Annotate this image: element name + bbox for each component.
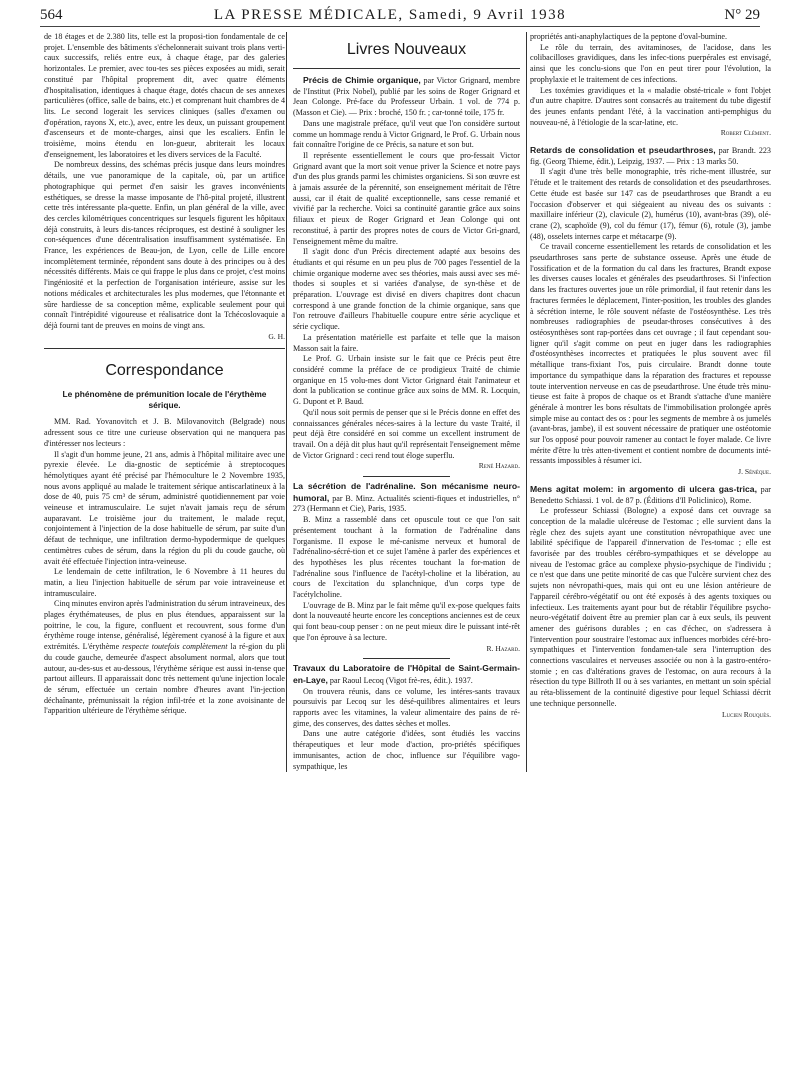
review-paragraph: La présentation matérielle est parfaite et telle que la maison Masson sait la faire. (293, 332, 520, 353)
reviewer-signature: René Hazard. (478, 461, 520, 471)
article-paragraph: De nombreux dessins, des schémas précis jusque dans leurs moindres détails, une vue panoramique de la capitale, où, par un artifice photographique qui permet d'en saisir les graves inconvénients esthétiques, se dresse la masse imposante de l'hô-pital projeté, illustrent cette très intéressante pla-quette. Enfin, un plan général de la ville, avec des cercles kilométriques concentriques sur lesquels figurent les hôpitaux déjà construits, à leurs dis-tances réciproques, est destiné à souligner les con-séquences d'une décentralisation insuffisamment systématisée. En France, les expériences de Beau-jon, de Lyon, celle de Lille encore incomplètement terminée, répondent sans doute à des principes ou à des nécessités différents. Mais ce qui frappe le plus dans ce projet, c'est moins l'ingéniosité et la perfection de l'organisation intérieure, assise sur les notions médicales et architecturales les plus modernes, que l'étonnante et sûre hardiesse de sa conception même, explicable seulement pour qui connaît l'intrépidité vigoureuse et réalisatrice dont la Tchécoslovaquie a déjà fourni tant de preuves en moins de vingt ans. (44, 160, 285, 330)
reviewer-signature: J. Sénèque. (738, 467, 771, 477)
review-paragraph: Il représente essentiellement le cours que pro-fessait Victor Grignard avant que la mort soit venue priver la Science et notre pays d'un des plus grands parmi les chimistes organiciens. Si son œuvre est à jamais assurée de la pérennité, son enseignement méritait de l'être aussi, car il était de qualité exceptionnelle, sans cesse remanié et vivifié par la recherche. Voici sa continuité garantie grâce aux soins filiaux et pieux de Roger Grignard et Jean Colonge qui ont reconstitué, à partir des propres notes de cours de Victor Gri-gnard, l'enseignement même du maître. (293, 150, 520, 246)
column-3 (530, 32, 771, 720)
article-paragraph: Cinq minutes environ après l'administration du sérum intraveineux, des plages érythémateuses, de plus en plus étendues, apparaissent sur la poitrine, le cou, la figure, confluent et recouvrent, sous forme d'un érythème rouge intense, généralisé, légèrement cyanosé à la figure et aux extrémités. L'érythème respecte toutefois complètement la ré-gion du pli du coude gauche, demeurée d'aspect absolument normal, alors que tout autour, au-des-sus et au-dessous, l'érythème sérique est aussi in-tense que partout ailleurs. Il apparaissait donc très nettement qu'une injection locale de sérum, effectuée un certain nombre d'heures avant l'in-jection déchaînante, prémunissait la région infil-trée et la zone avoisinante de l'apparition ultérieure de l'érythème sérique. (44, 599, 285, 716)
review-paragraph: Les toxémies gravidiques et la « maladie obsté-tricale » font l'objet d'un autre chapitre. D'autres sont consacrés au traitement du tube digestif des jeunes enfants pendant l'été, à la vaccination anti-pemphigus du nouveau-né, à l'étiologie de la scar-latine, etc. (530, 85, 771, 127)
article-paragraph: Il s'agit d'un homme jeune, 21 ans, admis à l'hôpital militaire avec une pyrexie élevée. Le dia-gnostic de septicémie à streptocoques hémolytiques ayant été précisé par l'hémoculture le 2 Novembre 1935, nous avons appliqué au malade le traitement sérique antiscarlatineux à la dose de 40, puis 75 cm³ de sérum, administré quotidiennement par voie veineuse et intramusculaire. Le sujet n'avait jamais reçu de sérum auparavant. Le troisième jour du traitement, le malade reçut, conjointement à l'injection de la dose habituelle de sérum, par suite d'un défaut de technique, une infiltration dermo-hypodermique de quelques centimètres cubes de sérum, dans la région du pli du coude gauche, où avait été effectuée l'injection intra-veineuse. (44, 449, 285, 566)
review-paragraph: B. Minz a rassemblé dans cet opuscule tout ce que l'on sait présentement touchant à la formation de l'adrénaline dans l'organisme. Il expose le mé-canisme nerveux et humoral de l'adrénalino-sécré-tion et ce sujet l'amène à parler des expériences et des hypothèses les plus récentes touchant la for-mation de l'adrénaline sous l'influence de l'acétyl-choline et la libération, au cours de l'excitation du splanchnique, d'un corps type de l'acétylcholine. (293, 515, 520, 600)
book-reviews-section (286, 32, 527, 772)
article-title: Le phénomène de prémunition locale de l'érythème sérique. (62, 389, 267, 411)
reviewer-signature: R. Hazard. (486, 643, 520, 653)
column-2 (286, 32, 527, 772)
review-paragraph: propriétés anti-anaphylactiques de la peptone d'oval-bumine. (530, 32, 727, 41)
section-title-livres-nouveaux: Livres Nouveaux (346, 41, 467, 58)
review-paragraph: Le Prof. G. Urbain insiste sur le fait que ce Précis peut être considéré comme la préface de ce prodigieux Traité de chimie organique en 15 volu-mes dont Victor Grignard était l'animateur et dont la publication se continue grâce aux soins de MM. R. Locquin, G. Dupont et P. Baud. (293, 354, 520, 407)
review-paragraph: Le professeur Schiassi (Bologne) a exposé dans cet ouvrage sa conception de la maladie ulcéreuse de l'estomac ; elle survient dans la règle chez des sujets ayant une constitution névropathique avec une labilité spécifique de l'appareil d'innervation de l'es-tomac ; elle est favorisée par des troubles cérébro-sympathiques et se développe au niveau de l'estomac grâce au complexe physio-psychique de l'individu ; ce n'est que dans une petite minorité de cas que l'ulcère survient chez des sujets non névropathi-ques, mais qui ont eu une lésion antérieure de l'appareil cérébro-végétatif ou ont été exposés à des agents toxiques ou infectieux. Les traitements ayant pour but de rétablir l'équilibre psycho-neuro-végétatif doivent être au premier plan car à eux seuls, ils peuvent amener des guérisons durables ; en cas d'échec, on s'adressera à l'intervention pour soustraire l'estomac aux influences morbides céré-bro-sympathiques et l'intervention fondamen-tale sera l'interruption des connections vasculaires et nerveuses associée ou non à la gastro-entéro-stomie ; en cas d'altérations graves de l'estomac, on aura recours à la résection du type Billroth II ou à ses variantes, en mettant un soin spécial au réta-blissement de la continuité digestive pour lequel Schiassi décrit une technique personnelle. (530, 506, 771, 708)
divider (363, 476, 450, 477)
review-paragraph: Il s'agit donc d'un Précis directement adapté aux besoins des étudiants et qui résume en un peu plus de 700 pages l'essentiel de la chimie organique moderne avec ses théories, mais aussi avec ses mé-thodes si souples et si variées d'analyse, de syn-thèse et de préparation. L'ouvrage est divisé en divers chapitres dont chacun correspond à une grande fonction de la chimie organique, sans que l'on retrouve d'ailleurs l'habituelle coupure entre série acyclique et série cyclique. (293, 247, 520, 332)
section-title-correspondance: Correspondance (105, 362, 224, 380)
review-paragraph: Le rôle du terrain, des avitaminoses, de l'acidose, dans les colibacilloses gravidiques, dans les infec-tions puerpérales est envisagé, ainsi que les conclu-sions que l'on en peut tirer pour l'évolution, la prophylaxie et le traitement de ces infections. (530, 42, 771, 84)
review-reference: Travaux du Laboratoire de l'Hôpital de Saint-Germain-en-Laye, par Raoul Lecoq (Vigot frè-res, édit.). 1937. (293, 663, 520, 685)
article-paragraph: de 18 étages et de 2.380 lits, telle est la proposi-tion fondamentale de ce projet. L'ensemble des bâtiments s'échelonnerait suivant trois plans verti-caux successifs, reliés entre eux, à chaque étage, par des galeries horizontales. Le premier, avec tou-tes ses pièces exposées au midi, serait constitué par l'hôpital proprement dit, avec quatre éléments d'hospitalisation, identiques à chaque étage, dotés chacun de ses annexes particulières (office, salle de bains, etc.) et comprenant huit chambres de 4 lits. Le second logerait les services cliniques (salles d'examen ou d'opération, rayons X, etc.), avec, entre les deux, un puissant groupement d'ascenseurs et de monte-charges, ainsi que les escaliers. Enfin le troisième, moins étendu en lon-gueur, abriterait les locaux d'enseignement, les laboratoires et les divers services de la Faculté. (44, 32, 285, 159)
reviewer-signature: Robert Clément. (720, 128, 771, 138)
review-paragraph: Il s'agit d'une très belle monographie, très riche-ment illustrée, sur l'étude et le traitement des retards de consolidation et des pseudarthroses. Cette étude est basée sur 147 cas de pseudarthroses que Brandt a eu l'occasion d'observer et qui siégeaient au niveau des os suivants : maxillaire inférieur (2), clavicule (2), humérus (10), avant-bras (39), olé-crane (2), scaphoïde (9), col du fémur (17), fémur (6), rotule (3), jambe (48), osselets internes carpe et métacarpe (9). (530, 167, 771, 241)
author-signature: G. H. (268, 331, 285, 341)
review-paragraph: Ce travail concerne essentiellement les retards de consolidation et les pseudarthroses sans perte de substance osseuse. Après une étude de l'ossification et de la formation du cal dans les fractures, Brandt expose les diverses causes locales et générales des pseudarthroses. Si l'infection dans les fractures ouvertes joue un rôle primordial, il faut retenir dans les fractures fermées le déplacement, l'inter-position, les troubles des glandes à sécrétion interne, le rôle souvent néfaste de l'ostéosynthèse. Les très nombreuses radiographies de pseudar-throses consécutives à des ostéosynthèses sont rap-portées dans cet ouvrage ; il faut cependant sou-ligner qu'il s'agit comme on peut en juger dans les radiographies d'ostéosynthèses incorrectes et pratiquées le plus souvent avec fil métallique trans-fixiant l'os, puis circulaire. Brandt donne toute importance du sympathique dans la réparation des fractures et repousse toute intervention nerveuse en cas de pseudarthrose. Une étude très minu-tieuse est faite à propos de chaque os et Brandt s'attache d'une manière générale à montrer les bons résultats de l'immobilisation prolongée après simple mise au contact des os : pour les segments de membre à os jumelés (avant-bras, jambe), il est souvent nécessaire de pratiquer une ostéotomie sur l'os opposé pour pouvoir ramener au contact le foyer malade. Ce livre mérite d'être lu très atten-tivement et contient nombre de documents inté-ressants impossibles à résumer ici. (530, 242, 771, 466)
divider (44, 348, 285, 349)
review-paragraph: Dans une autre catégorie d'idées, sont étudiés les vaccins thérapeutiques et leur mode d'action, pro-priétés spécifiques immunisantes, action de choc, influence sur l'équilibre vago-sympathique, les (293, 729, 520, 771)
review-paragraph: On trouvera réunis, dans ce volume, les intéres-sants travaux poursuivis par Lecoq sur les désé-quilibres alimentaires et leurs rapports avec les vitamines, la valeur alimentaire des pains de ré-gime, des conserves, des dattes sèches et molles. (293, 686, 520, 728)
issue-number: N° 29 (724, 6, 760, 23)
review-reference: La sécrétion de l'adrénaline. Son mécanisme neuro-humoral, par B. Minz. Actualités scienti-fiques et industrielles, n° 273 (Hermann et Cie), Paris, 1935. (293, 481, 520, 514)
article-paragraph: Le lendemain de cette infiltration, le 6 Novembre à 11 heures du matin, a lieu l'injection habituelle de sérum par voie intraveineuse et intramusculaire. (44, 567, 285, 598)
reviewer-signature: Lucien Rouquès. (721, 709, 771, 719)
review-reference: Mens agitat molem: in argomento di ulcera gas-trica, par Benedetto Schiassi. 1 vol. de 87 p. (Éditions d'Il Policlinico), Rome. (530, 483, 772, 505)
page-header (40, 4, 760, 27)
review-paragraph: Dans une magistrale préface, qu'il veut que l'on considère surtout comme un hommage rendu à Victor Grignard, le Prof. G. Urbain nous fait connaître l'origine de ce Précis, sa nature et son but. (293, 118, 520, 150)
review-reference: Précis de Chimie organique, par Victor Grignard, membre de l'Institut (Prix Nobel), publié par les soins de Roger Grignard et Jean Colonge. Pré-face du Professeur Urbain. 1 vol. de 774 p. (Masson et Cie). — Prix : broché, 150 fr. ; car-tonné toile, 175 fr. (293, 75, 520, 118)
divider (363, 658, 450, 659)
journal-title: LA PRESSE MÉDICALE, Samedi, 9 Avril 1938 (213, 6, 567, 23)
review-paragraph: L'ouvrage de B. Minz par le fait même qu'il ex-pose quelques faits dont la nouveauté heurte encore les conceptions anciennes est de ceux qui font beau-coup penser : on ne peut mieux dire le puissant inté-rêt que l'on éprouve à sa lecture. (293, 600, 520, 642)
review-reference: Retards de consolidation et pseudarthroses, par Brandt. 223 fig. (Georg Thieme, édit.), Leipzig, 1937. — Prix : 13 marks 50. (530, 145, 771, 166)
review-paragraph: Qu'il nous soit permis de penser que si le Précis donne en effet des connaissances générales néces-saires à la lecture du vaste Traité, il peut déjà être considéré en soi comme un excellent instrument de travail. On a déjà dit plus haut qu'il représentait l'enseignement même de Victor Grignard : ceci rend tout éloge superflu. (293, 407, 520, 460)
divider (293, 68, 520, 69)
column-1 (44, 32, 285, 717)
page-number: 564 (40, 6, 63, 23)
article-paragraph: MM. Rad. Yovanovitch et J. B. Milovanovitch (Belgrade) nous adressent sous ce titre une curieuse observation qui ne manquera pas d'intéresser nos lecteurs : (44, 417, 285, 448)
